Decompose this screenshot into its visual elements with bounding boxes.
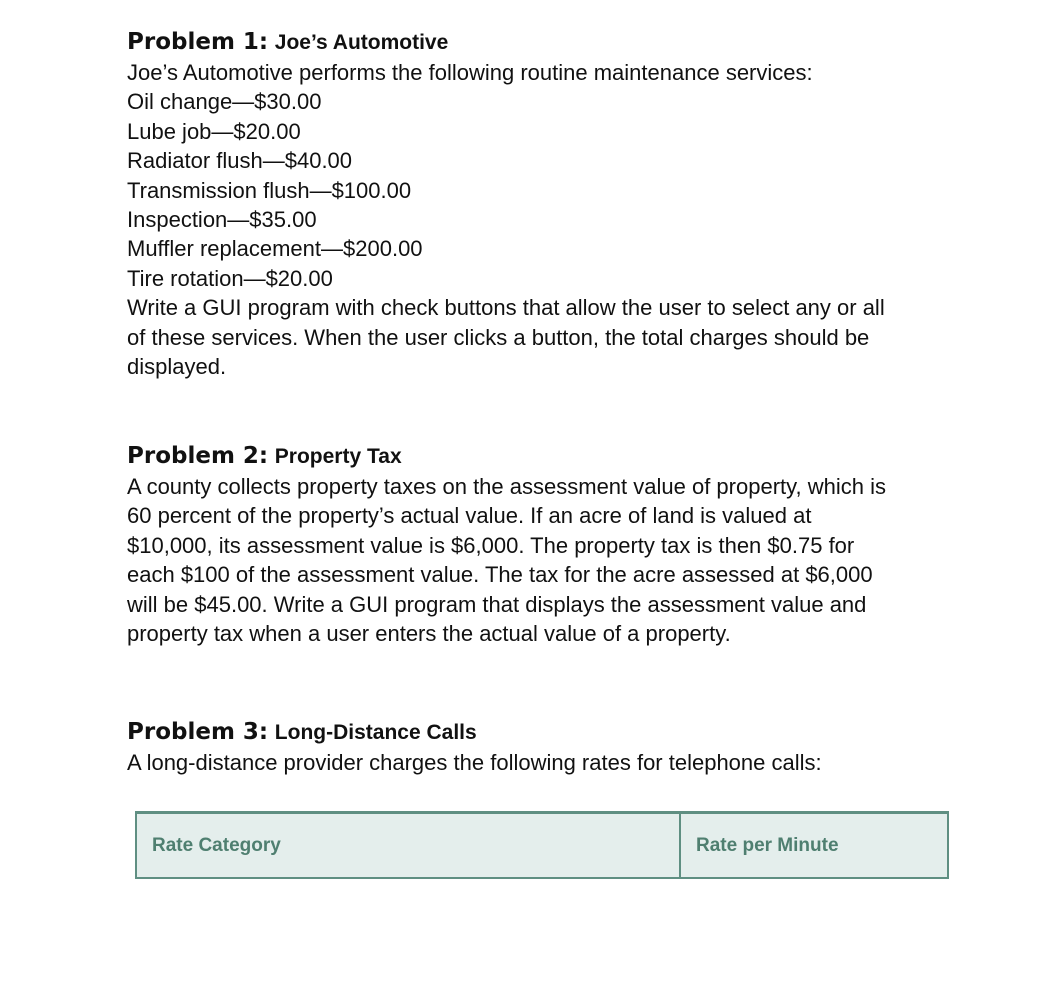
problem-1-intro: Joe’s Automotive performs the following routine maintenance services: [127,60,813,85]
service-item-muffler-replacement: Muffler replacement—$200.00 [127,236,423,262]
service-item-radiator-flush: Radiator flush—$40.00 [127,148,353,174]
service-item-transmission-flush: Transmission flush—$100.00 [127,177,412,203]
problem-2-body: A county collects property taxes on the assessment value of property, which is 60 percent of the property’s actual value. If an acre of land is valued at $10,000, its assessment value is $6,000. The property tax is then $0.75 for each $100 of the assessment value. The tax for the acre assessed at $6,000 will be $45.00. Write a GUI program that displays the assessment value and property tax when a user enters the actual value of a property. [127,474,886,647]
problem-1-heading [127,26,887,58]
rate-table-header-row [136,813,948,879]
problem-2-label: Problem 2: [127,443,269,469]
service-item-tire-rotation: Tire rotation—$20.00 [127,265,333,291]
problem-1-section [127,26,887,381]
problem-3-section [127,716,887,856]
rate-table [135,811,949,879]
problem-1-title: Joe’s Automotive [274,31,449,54]
problem-2-section [127,440,887,648]
rate-per-minute-header: Rate per Minute [696,834,839,856]
problem-3-intro: A long-distance provider charges the following rates for telephone calls: [127,750,822,775]
problem-1-label: Problem 1: [127,29,269,55]
problem-2-heading [127,440,887,472]
service-item-oil-change: Oil change—$30.00 [127,89,322,115]
service-item-inspection: Inspection—$35.00 [127,207,317,233]
rate-category-header: Rate Category [136,813,680,879]
problem-3-heading [127,716,887,748]
services-list [127,87,887,293]
problem-2-title: Property Tax [274,445,402,468]
problem-1-task: Write a GUI program with check buttons that allow the user to select any or all of these services. When the user clicks a button, the total charges should be displayed. [127,295,885,380]
problem-3-title: Long-Distance Calls [274,721,477,744]
service-item-lube-job: Lube job—$20.00 [127,118,301,144]
problem-3-label: Problem 3: [127,719,269,745]
